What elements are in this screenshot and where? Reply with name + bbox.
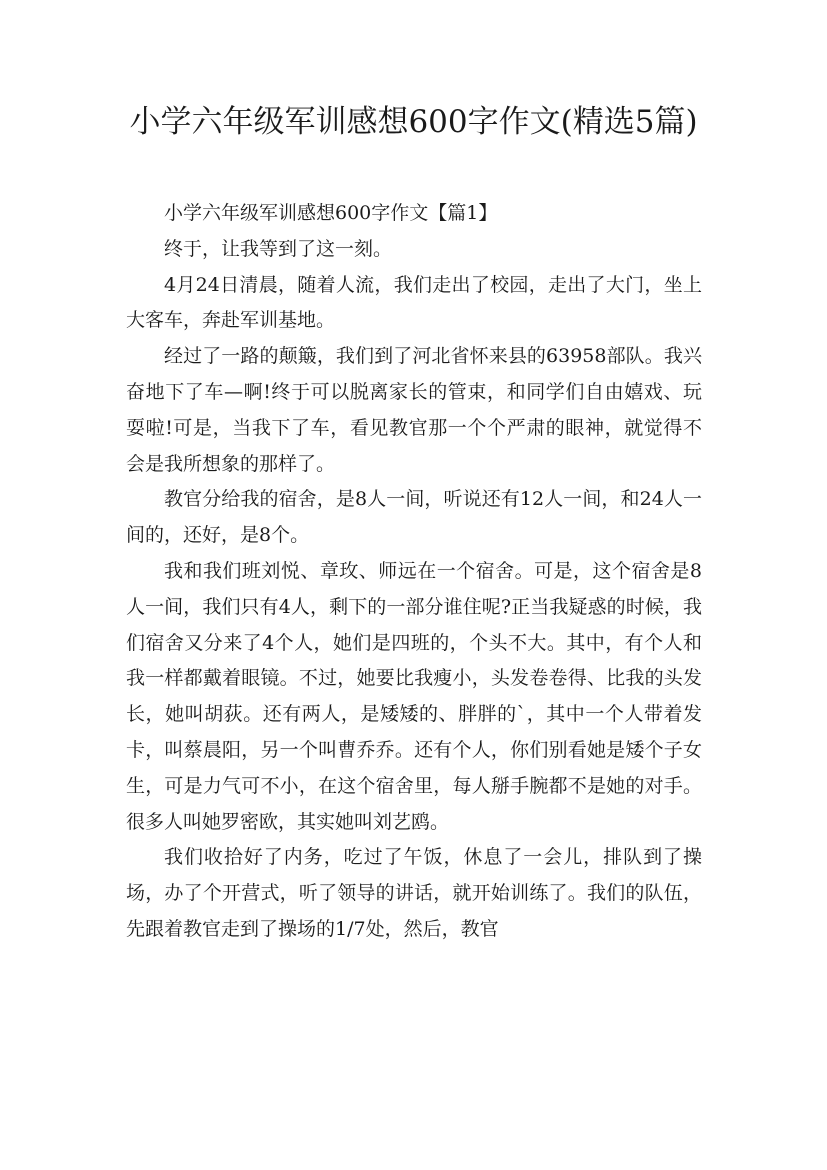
paragraph: 4月24日清晨，随着人流，我们走出了校园，走出了大门，坐上大客车，奔赴军训基地。 bbox=[126, 273, 702, 332]
paragraph: 我们收拾好了内务，吃过了午饭，休息了一会儿，排队到了操场，办了个开营式，听了领导的讲话，就开始训练了。我们的队伍，先跟着教官走到了操场的1/7处，然后，教官 bbox=[126, 846, 702, 940]
document-title: 小学六年级军训感想600字作文(精选5篇) bbox=[129, 104, 698, 140]
paragraph: 经过了一路的颠簸，我们到了河北省怀来县的63958部队。我兴奋地下了车—啊!终于可以脱离家长的管束，和同学们自由嬉戏、玩耍啦!可是，当我下了车，看见教官那一个个严肃的眼神，就觉得不会是我所想象的那样了。 bbox=[126, 345, 702, 475]
paragraph: 教官分给我的宿舍，是8人一间，听说还有12人一间，和24人一间的，还好，是8个。 bbox=[126, 488, 702, 547]
paragraph: 终于，让我等到了这一刻。 bbox=[164, 237, 393, 260]
document-body bbox=[126, 196, 702, 948]
paragraph: 我和我们班刘悦、章玫、师远在一个宿舍。可是，这个宿舍是8人一间，我们只有4人，剩下的一部分谁住呢?正当我疑惑的时候，我们宿舍又分来了4个人，她们是四班的，个头不大。其中，有个人和我一样都戴着眼镜。不过，她要比我瘦小，头发卷卷得、比我的头发长，她叫胡荻。还有两人，是矮矮的、胖胖的`，其中一个人带着发卡，叫蔡晨阳，另一个叫曹乔乔。还有个人，你们别看她是矮个子女生，可是力气可不小，在这个宿舍里，每人掰手腕都不是她的对手。很多人叫她罗密欧，其实她叫刘艺鸥。 bbox=[126, 559, 702, 833]
section-heading: 小学六年级军训感想600字作文【篇1】 bbox=[164, 202, 498, 224]
